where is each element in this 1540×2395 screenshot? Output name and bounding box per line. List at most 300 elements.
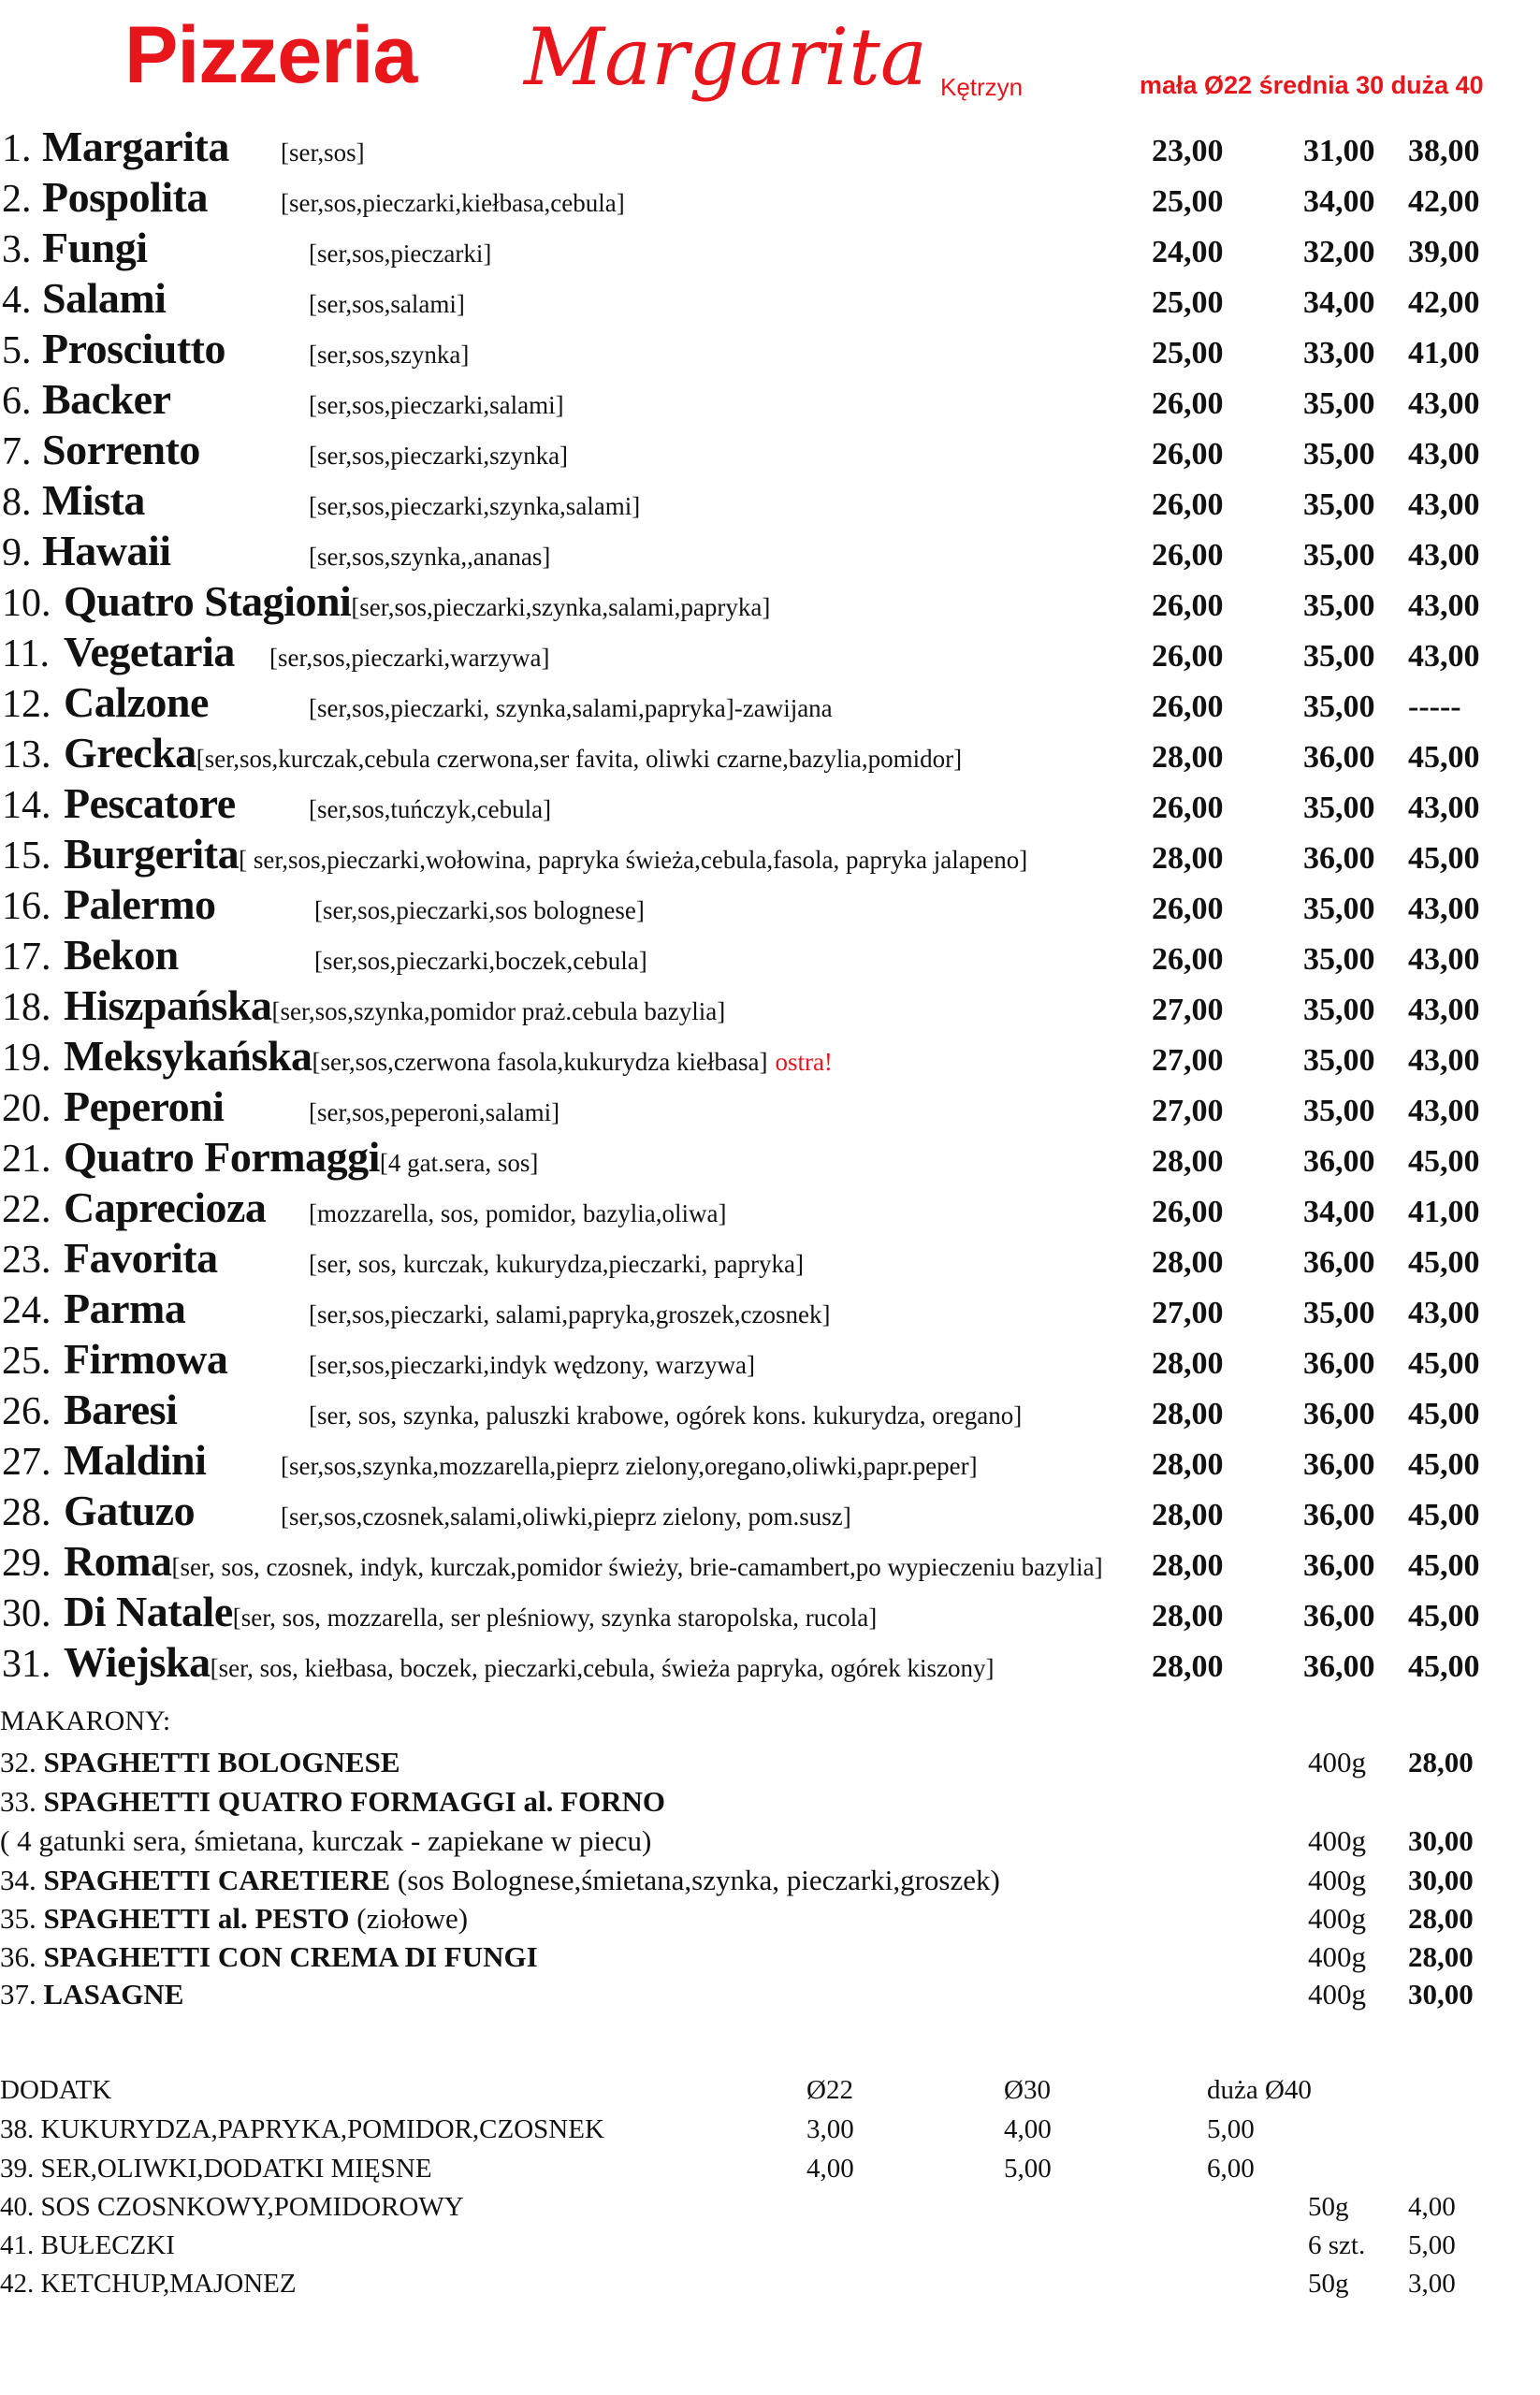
pasta-title <box>0 1785 665 1819</box>
pizza-ingredients: [ser,sos,szynka,,ananas] <box>309 543 551 571</box>
pizza-name: Prosciutto <box>42 325 226 372</box>
pizza-ingredients: [ser,sos,pieczarki] <box>309 240 492 268</box>
price-size-small: 25,00 <box>1152 285 1224 320</box>
pizza-name: Caprecioza <box>64 1183 267 1231</box>
pizza-label <box>42 425 569 474</box>
price-size-large: 43,00 <box>1408 437 1480 472</box>
pizza-name: Fungi <box>42 224 148 271</box>
price-size-medium: 35,00 <box>1303 1296 1375 1330</box>
pasta-name: SPAGHETTI QUATRO FORMAGGI al. FORNO <box>43 1785 666 1818</box>
pasta-name: SPAGHETTI BOLOGNESE <box>43 1746 400 1778</box>
pasta-row <box>0 1940 1540 1980</box>
pizza-ingredients: [ser,sos,pieczarki,boczek,cebula] <box>314 947 647 975</box>
pizza-number: 5. <box>2 329 32 372</box>
pasta-row <box>0 1824 1540 1864</box>
pasta-title <box>0 1902 468 1936</box>
price-size-small: 28,00 <box>1152 1599 1224 1633</box>
pizza-name: Grecka <box>64 729 196 777</box>
pizza-number: 27. <box>2 1441 51 1484</box>
pizza-label <box>42 273 465 323</box>
addon-price-30: 5,00 <box>1004 2154 1052 2184</box>
pizza-ingredients: [ser,sos,czosnek,salami,oliwki,pieprz zielony, pom.susz] <box>281 1502 851 1531</box>
pasta-number: 34. <box>0 1864 36 1896</box>
price-size-large: 43,00 <box>1408 892 1480 926</box>
pizza-label <box>64 1132 538 1182</box>
pasta-weight: 400g <box>1308 1940 1366 1973</box>
pizza-ingredients: [ser,sos,pieczarki, szynka,salami,papryka]-zawijana <box>309 694 833 722</box>
pizza-number: 6. <box>2 380 32 423</box>
addon-label: 38. KUKURYDZA,PAPRYKA,POMIDOR,CZOSNEK <box>0 2114 604 2144</box>
pizza-row <box>0 729 1540 785</box>
pasta-price: 30,00 <box>1408 1978 1474 2010</box>
price-size-large: 43,00 <box>1408 1094 1480 1128</box>
pizza-row <box>0 375 1540 431</box>
price-size-medium: 32,00 <box>1303 235 1375 269</box>
price-size-large: 45,00 <box>1408 841 1480 876</box>
addon-price-40: 5,00 <box>1207 2114 1255 2144</box>
pizza-number: 12. <box>2 683 51 726</box>
pasta-description: (sos Bolognese,śmietana,szynka, pieczarki,groszek) <box>390 1864 1000 1896</box>
price-size-medium: 35,00 <box>1303 487 1375 522</box>
addon-row <box>0 2154 1540 2193</box>
pizza-label <box>64 1486 851 1535</box>
city-label: Kętrzyn <box>940 73 1024 101</box>
price-size-small: 26,00 <box>1152 791 1224 825</box>
pasta-row <box>0 1902 1540 1941</box>
addon-quantity: 50g <box>1308 2269 1349 2299</box>
addon-label: 40. SOS CZOSNKOWY,POMIDOROWY <box>0 2192 464 2222</box>
pizza-name: Quatro Formaggi <box>64 1133 380 1181</box>
pizza-row <box>0 224 1540 280</box>
pizza-list <box>0 123 1540 1694</box>
price-size-medium: 36,00 <box>1303 1397 1375 1431</box>
price-size-small: 26,00 <box>1152 942 1224 977</box>
addon-quantity: 50g <box>1308 2192 1349 2222</box>
pizza-name: Di Natale <box>64 1588 233 1635</box>
addon-price-40: 6,00 <box>1207 2154 1255 2184</box>
pizza-number: 21. <box>2 1138 51 1181</box>
pizza-label <box>64 1637 995 1687</box>
pizza-name: Backer <box>42 375 171 423</box>
addon-price: 5,00 <box>1408 2230 1456 2260</box>
pizza-label <box>64 1587 877 1636</box>
addons-col-40: duża Ø40 <box>1207 2075 1312 2105</box>
pizza-row <box>0 1285 1540 1341</box>
pizza-ingredients: [ser, sos, czosnek, indyk, kurczak,pomidor świeży, brie-camambert,po wypieczeniu bazylia] <box>171 1553 1103 1581</box>
price-size-small: 25,00 <box>1152 336 1224 370</box>
pizza-number: 26. <box>2 1390 51 1433</box>
pizza-ingredients: [ser, sos, mozzarella, ser pleśniowy, szynka staropolska, rucola] <box>232 1604 878 1632</box>
pizza-ingredients: [4 gat.sera, sos] <box>379 1149 539 1177</box>
pizza-ingredients: [mozzarella, sos, pomidor, bazylia,oliwa] <box>309 1199 727 1227</box>
pizza-name: Favorita <box>64 1234 218 1282</box>
pizza-number: 15. <box>2 835 51 878</box>
pizza-ingredients: [ser,sos,szynka,mozzarella,pieprz zielony,oregano,oliwki,papr.peper] <box>281 1452 978 1480</box>
pizza-row <box>0 1638 1540 1694</box>
addon-price-30: 4,00 <box>1004 2114 1052 2144</box>
price-size-small: 26,00 <box>1152 1195 1224 1229</box>
pizza-label <box>64 1233 804 1283</box>
pasta-row <box>0 1978 1540 2017</box>
price-size-small: 28,00 <box>1152 1144 1224 1179</box>
pizza-label <box>64 1183 727 1232</box>
pizza-row <box>0 274 1540 330</box>
pizza-row <box>0 1133 1540 1189</box>
price-size-small: 28,00 <box>1152 1548 1224 1583</box>
pasta-weight: 400g <box>1308 1902 1366 1935</box>
pizza-name: Burgerita <box>64 830 240 878</box>
pasta-number: 32. <box>0 1746 36 1778</box>
pasta-title <box>0 1824 651 1858</box>
price-size-large: 43,00 <box>1408 791 1480 825</box>
price-size-medium: 35,00 <box>1303 386 1375 421</box>
pizza-number: 20. <box>2 1087 51 1130</box>
pizza-label <box>64 1385 1023 1434</box>
price-size-small: 27,00 <box>1152 1094 1224 1128</box>
price-size-medium: 34,00 <box>1303 184 1375 219</box>
pizza-label <box>42 122 365 171</box>
price-size-large: 45,00 <box>1408 1649 1480 1684</box>
pizza-row <box>0 1234 1540 1290</box>
pasta-name: SPAGHETTI CARETIERE <box>43 1864 391 1896</box>
price-size-medium: 36,00 <box>1303 1649 1375 1684</box>
price-size-medium: 35,00 <box>1303 1094 1375 1128</box>
brand-title: Pizzeria <box>124 10 417 100</box>
pasta-title <box>0 1978 183 2011</box>
spicy-label: ostra! <box>775 1048 833 1076</box>
addon-row <box>0 2192 1540 2231</box>
price-size-medium: 35,00 <box>1303 639 1375 674</box>
price-size-large: 43,00 <box>1408 639 1480 674</box>
brand-title-script: Margarita <box>524 11 927 103</box>
pizza-row <box>0 1588 1540 1644</box>
price-size-small: 26,00 <box>1152 487 1224 522</box>
pizza-number: 11. <box>2 632 50 675</box>
addon-label: 39. SER,OLIWKI,DODATKI MIĘSNE <box>0 2154 432 2184</box>
pizza-row <box>0 830 1540 886</box>
pizza-row <box>0 173 1540 229</box>
pizza-ingredients: [ser,sos,szynka,pomidor praż.cebula bazylia] <box>271 997 726 1025</box>
addon-row <box>0 2269 1540 2308</box>
price-size-large: 43,00 <box>1408 1296 1480 1330</box>
pizza-ingredients: [ser, sos, szynka, paluszki krabowe, ogórek kons. kukurydza, oregano] <box>309 1401 1023 1430</box>
pasta-number: 36. <box>0 1940 36 1973</box>
price-size-medium: 36,00 <box>1303 1245 1375 1280</box>
pasta-title <box>0 1940 538 1974</box>
price-size-large: 45,00 <box>1408 1599 1480 1633</box>
pizza-label <box>64 728 962 777</box>
pizza-row <box>0 880 1540 936</box>
price-size-small: 28,00 <box>1152 1649 1224 1684</box>
pizza-label <box>42 223 492 272</box>
pizza-label <box>64 576 770 626</box>
pizza-number: 24. <box>2 1289 51 1332</box>
pizza-ingredients: [ser,sos,tuńczyk,cebula] <box>309 795 552 823</box>
price-size-large: 45,00 <box>1408 1447 1480 1482</box>
pizza-row <box>0 577 1540 633</box>
pizza-ingredients: [ser,sos,pieczarki,sos bolognese] <box>314 896 645 924</box>
pizza-ingredients: [ser,sos,czerwona fasola,kukurydza kiełbasa] <box>312 1048 768 1076</box>
price-size-large: 43,00 <box>1408 1043 1480 1078</box>
price-size-medium: 36,00 <box>1303 841 1375 876</box>
price-size-medium: 36,00 <box>1303 1144 1375 1179</box>
price-size-large: 42,00 <box>1408 184 1480 219</box>
pasta-section-title: MAKARONY: <box>0 1706 171 1736</box>
pizza-name: Salami <box>42 274 167 322</box>
pizza-label <box>42 475 641 525</box>
price-size-large: 43,00 <box>1408 386 1480 421</box>
addon-row <box>0 2114 1540 2154</box>
pizza-number: 3. <box>2 228 32 271</box>
pasta-row <box>0 1746 1540 1785</box>
pasta-number: 35. <box>0 1902 36 1935</box>
pizza-row <box>0 426 1540 482</box>
price-size-small: 28,00 <box>1152 740 1224 775</box>
pizza-label <box>64 1081 560 1131</box>
price-size-medium: 35,00 <box>1303 538 1375 573</box>
pizza-name: Quatro Stagioni <box>64 577 352 625</box>
addon-price-22: 3,00 <box>806 2114 854 2144</box>
pizza-name: Maldini <box>64 1436 207 1484</box>
price-size-small: 28,00 <box>1152 841 1224 876</box>
pasta-row <box>0 1864 1540 1903</box>
pizza-label <box>64 930 647 980</box>
pizza-row <box>0 779 1540 835</box>
price-size-small: 28,00 <box>1152 1346 1224 1381</box>
pizza-name: Firmowa <box>64 1335 228 1383</box>
price-size-small: 27,00 <box>1152 1043 1224 1078</box>
price-size-small: 27,00 <box>1152 1296 1224 1330</box>
pizza-row <box>0 476 1540 532</box>
price-size-medium: 36,00 <box>1303 1498 1375 1532</box>
menu-header <box>0 0 1540 131</box>
pizza-name: Hiszpańska <box>64 981 272 1029</box>
pizza-number: 10. <box>2 582 51 625</box>
pasta-weight: 400g <box>1308 1864 1366 1896</box>
price-size-large: 45,00 <box>1408 1498 1480 1532</box>
price-size-large: 45,00 <box>1408 1548 1480 1583</box>
pasta-name: SPAGHETTI al. PESTO <box>43 1902 350 1935</box>
price-size-large: 43,00 <box>1408 538 1480 573</box>
pizza-name: Palermo <box>64 880 216 928</box>
price-size-medium: 33,00 <box>1303 336 1375 370</box>
pizza-label <box>64 1031 833 1081</box>
pizza-name: Margarita <box>42 123 229 170</box>
pizza-name: Bekon <box>64 931 179 979</box>
price-size-medium: 35,00 <box>1303 892 1375 926</box>
pasta-title <box>0 1864 1000 1897</box>
price-size-medium: 36,00 <box>1303 1599 1375 1633</box>
price-size-large: 45,00 <box>1408 740 1480 775</box>
price-size-medium: 35,00 <box>1303 1043 1375 1078</box>
price-size-small: 28,00 <box>1152 1397 1224 1431</box>
pizza-name: Peperoni <box>64 1082 225 1130</box>
price-size-large: 38,00 <box>1408 134 1480 168</box>
price-size-large: 45,00 <box>1408 1245 1480 1280</box>
price-size-large: 43,00 <box>1408 993 1480 1027</box>
pizza-name: Pospolita <box>42 173 208 221</box>
pasta-weight: 400g <box>1308 1978 1366 2010</box>
pasta-description: (ziołowe) <box>349 1902 469 1935</box>
pasta-weight: 400g <box>1308 1824 1366 1857</box>
pasta-price: 30,00 <box>1408 1864 1474 1896</box>
pizza-row <box>0 628 1540 684</box>
price-size-large: 41,00 <box>1408 1195 1480 1229</box>
price-size-medium: 36,00 <box>1303 1548 1375 1583</box>
pizza-ingredients: [ser,sos] <box>281 138 365 167</box>
pizza-ingredients: [ser,sos,pieczarki,szynka,salami,papryka] <box>351 593 771 621</box>
pasta-description: ( 4 gatunki sera, śmietana, kurczak - zapiekane w piecu) <box>0 1824 652 1857</box>
addon-label: 42. KETCHUP,MAJONEZ <box>0 2269 297 2299</box>
pizza-label <box>64 778 552 828</box>
pasta-price: 28,00 <box>1408 1902 1474 1935</box>
pizza-ingredients: [ser,sos,salami] <box>309 290 465 318</box>
addons-col-22: Ø22 <box>806 2075 853 2105</box>
pizza-label <box>64 879 645 929</box>
pizza-number: 16. <box>2 885 51 928</box>
pizza-label <box>64 627 550 676</box>
pizza-row <box>0 1386 1540 1442</box>
addon-price: 4,00 <box>1408 2192 1456 2222</box>
pizza-label <box>64 1536 1103 1586</box>
price-size-small: 28,00 <box>1152 1245 1224 1280</box>
pizza-row <box>0 1537 1540 1593</box>
pizza-number: 30. <box>2 1592 51 1635</box>
pizza-row <box>0 1335 1540 1391</box>
pizza-label <box>42 374 564 424</box>
pizza-label <box>64 1284 831 1333</box>
pasta-price: 28,00 <box>1408 1940 1474 1973</box>
pizza-ingredients: [ser,sos,kurczak,cebula czerwona,ser favita, oliwki czarne,bazylia,pomidor] <box>196 745 963 773</box>
pizza-ingredients: [ser,sos,peperoni,salami] <box>309 1098 560 1126</box>
pasta-number: 33. <box>0 1785 36 1818</box>
pizza-number: 7. <box>2 430 32 473</box>
price-size-medium: 36,00 <box>1303 1346 1375 1381</box>
pasta-name: SPAGHETTI CON CREMA DI FUNGI <box>43 1940 538 1973</box>
price-size-small: 26,00 <box>1152 538 1224 573</box>
pizza-number: 23. <box>2 1239 51 1282</box>
pizza-label <box>42 172 625 222</box>
pizza-label <box>64 1435 978 1485</box>
pizza-name: Pescatore <box>64 779 236 827</box>
price-size-medium: 35,00 <box>1303 942 1375 977</box>
pizza-number: 18. <box>2 986 51 1029</box>
price-size-medium: 35,00 <box>1303 437 1375 472</box>
pizza-row <box>0 981 1540 1038</box>
pizza-number: 22. <box>2 1188 51 1231</box>
pizza-ingredients: [ser,sos,pieczarki,salami] <box>309 391 564 419</box>
pizza-name: Gatuzo <box>64 1487 196 1534</box>
price-size-large: 45,00 <box>1408 1144 1480 1179</box>
addons-title: DODATK <box>0 2075 112 2105</box>
pizza-row <box>0 1436 1540 1492</box>
price-size-large: 42,00 <box>1408 285 1480 320</box>
price-size-medium: 35,00 <box>1303 588 1375 623</box>
pizza-name: Parma <box>64 1285 186 1332</box>
size-legend: mała Ø22 średnia 30 duża 40 <box>1140 71 1484 99</box>
pizza-row <box>0 1487 1540 1543</box>
pasta-number: 37. <box>0 1978 36 2010</box>
addons-col-30: Ø30 <box>1004 2075 1051 2105</box>
price-size-small: 26,00 <box>1152 892 1224 926</box>
price-size-large: 45,00 <box>1408 1397 1480 1431</box>
pizza-name: Vegetaria <box>64 628 235 675</box>
pizza-number: 13. <box>2 733 51 777</box>
price-size-small: 28,00 <box>1152 1447 1224 1482</box>
addon-price-22: 4,00 <box>806 2154 854 2184</box>
pizza-number: 19. <box>2 1037 51 1080</box>
pizza-ingredients: [ser, sos, kiełbasa, boczek, pieczarki,cebula, świeża papryka, ogórek kiszony] <box>210 1654 995 1682</box>
pizza-number: 2. <box>2 178 32 221</box>
pasta-name: LASAGNE <box>43 1978 184 2010</box>
price-size-medium: 34,00 <box>1303 1195 1375 1229</box>
pizza-row <box>0 678 1540 734</box>
pizza-label <box>64 677 833 727</box>
pizza-ingredients: [ser,sos,szynka] <box>309 341 470 369</box>
pizza-row <box>0 1032 1540 1088</box>
addons-header-row <box>0 2075 1540 2114</box>
pasta-weight: 400g <box>1308 1746 1366 1778</box>
price-size-large: 39,00 <box>1408 235 1480 269</box>
addon-label: 41. BUŁECZKI <box>0 2230 175 2260</box>
pizza-name: Sorrento <box>42 426 200 473</box>
pizza-number: 28. <box>2 1491 51 1534</box>
price-size-small: 26,00 <box>1152 639 1224 674</box>
pizza-row <box>0 1183 1540 1240</box>
pizza-ingredients: [ser,sos,pieczarki,kiełbasa,cebula] <box>281 189 625 217</box>
pasta-title <box>0 1746 400 1779</box>
price-size-small: 28,00 <box>1152 1498 1224 1532</box>
pizza-number: 4. <box>2 279 32 322</box>
pizza-name: Hawaii <box>42 527 171 574</box>
pizza-row <box>0 527 1540 583</box>
pizza-ingredients: [ser,sos,pieczarki, salami,papryka,groszek,czosnek] <box>309 1300 831 1328</box>
price-size-small: 26,00 <box>1152 689 1224 724</box>
pizza-number: 9. <box>2 531 32 574</box>
addon-quantity: 6 szt. <box>1308 2230 1366 2260</box>
price-size-medium: 36,00 <box>1303 1447 1375 1482</box>
pizza-label <box>64 1334 755 1384</box>
price-size-large: 45,00 <box>1408 1346 1480 1381</box>
pizza-name: Mista <box>42 476 145 524</box>
price-size-small: 23,00 <box>1152 134 1224 168</box>
pizza-name: Baresi <box>64 1386 178 1433</box>
addon-price: 3,00 <box>1408 2269 1456 2299</box>
price-size-medium: 35,00 <box>1303 993 1375 1027</box>
pizza-number: 29. <box>2 1542 51 1585</box>
pizza-label <box>42 324 470 373</box>
pizza-ingredients: [ser,sos,pieczarki,szynka] <box>309 442 569 470</box>
price-size-large: 41,00 <box>1408 336 1480 370</box>
pizza-label <box>42 526 551 575</box>
pizza-number: 31. <box>2 1643 51 1686</box>
price-size-small: 24,00 <box>1152 235 1224 269</box>
pizza-label <box>64 980 725 1030</box>
price-size-medium: 35,00 <box>1303 791 1375 825</box>
price-size-large: ----- <box>1408 689 1461 724</box>
price-size-large: 43,00 <box>1408 487 1480 522</box>
pizza-row <box>0 123 1540 179</box>
pasta-price: 28,00 <box>1408 1746 1474 1778</box>
pizza-row <box>0 931 1540 987</box>
price-size-medium: 34,00 <box>1303 285 1375 320</box>
addon-row <box>0 2230 1540 2270</box>
pizza-row <box>0 325 1540 381</box>
pizza-name: Calzone <box>64 678 209 726</box>
price-size-large: 43,00 <box>1408 588 1480 623</box>
pizza-name: Wiejska <box>64 1638 211 1686</box>
pizza-label <box>64 829 1027 878</box>
